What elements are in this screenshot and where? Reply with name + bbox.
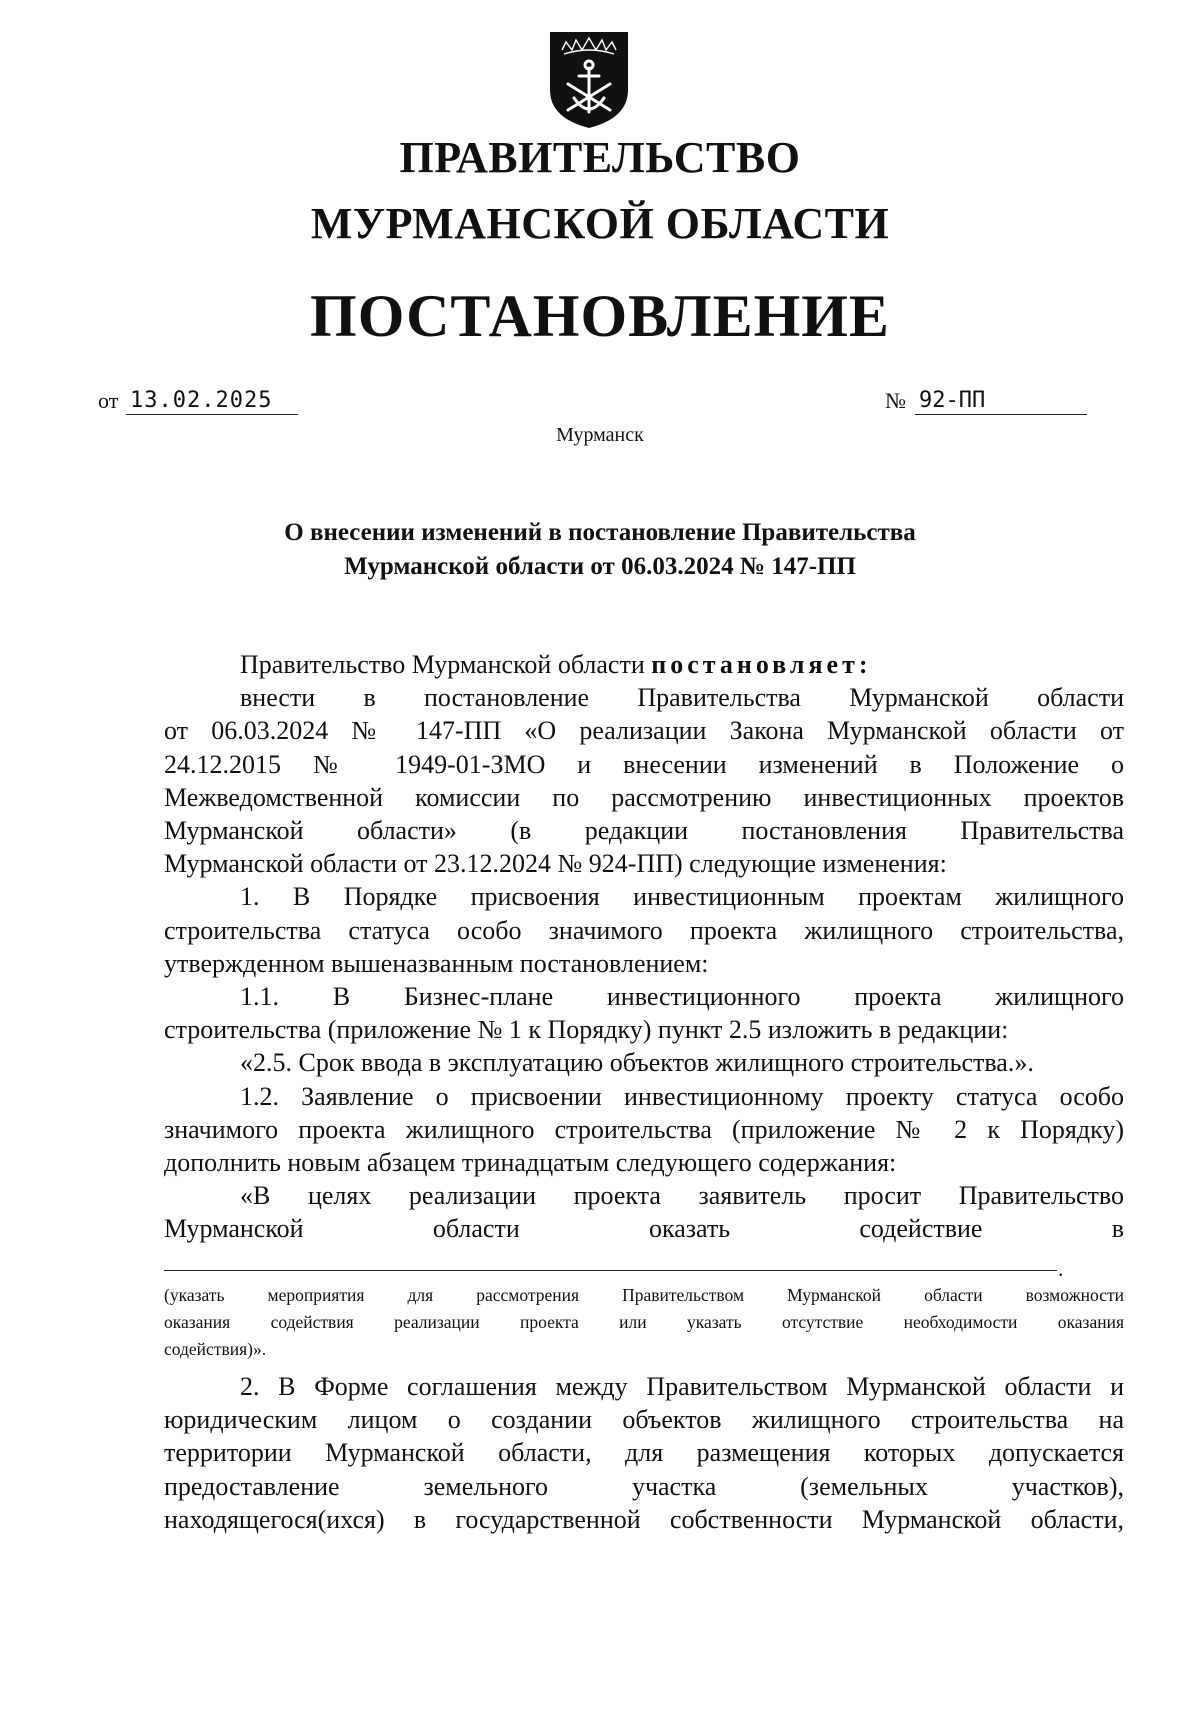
body-line: 24.12.2015 № 1949-01-ЗМО и внесении изменений в Положение о [164, 749, 1124, 779]
body-line: находящегося(ихся) в государственной собственности Мурманской области, [164, 1504, 1124, 1534]
body-line: строительства статуса особо значимого проекта жилищного строительства, [164, 915, 1124, 945]
body-line: территории Мурманской области, для размещения которых допускается [164, 1438, 1124, 1468]
body-line: Мурманской области» (в редакции постановления Правительства [164, 816, 1124, 846]
body-line: внести в постановление Правительства Мурманской области [240, 683, 1124, 713]
note-line: содействия)». [164, 1339, 267, 1359]
organization-name-line2: МУРМАНСКОЙ ОБЛАСТИ [310, 199, 890, 248]
city-name: Мурманск [556, 424, 644, 446]
coat-of-arms-icon [546, 28, 632, 132]
subject-line: Мурманской области от 06.03.2024 № 147-ПП [344, 553, 856, 580]
body-line: строительства (приложение № 1 к Порядку) пункт 2.5 изложить в редакции: [164, 1015, 1009, 1045]
decree-verb: постановляет: [651, 650, 872, 679]
body-line: Мурманской области от 23.12.2024 № 924-ПП) следующие изменения: [164, 849, 947, 879]
body-line: предоставление земельного участка (земельных участков), [164, 1471, 1124, 1501]
body-line: Мурманской области оказать содействие в [164, 1214, 1124, 1244]
note-line: оказания содействия реализации проекта или указать отсутствие необходимости оказания [164, 1312, 1124, 1332]
note-line: (указать мероприятия для рассмотрения Правительством Мурманской области возможности [164, 1285, 1124, 1305]
body-line: 1.1. В Бизнес-плане инвестиционного проекта жилищного [240, 982, 1124, 1012]
body-line [164, 648, 1124, 681]
document-type-title: ПОСТАНОВЛЕНИЕ [310, 283, 890, 349]
document-subject [150, 516, 1050, 584]
document-date: 13.02.2025 [126, 388, 298, 415]
body-line: 1.2. Заявление о присвоении инвестиционному проекту статуса особо [240, 1081, 1124, 1111]
organization-name-line1: ПРАВИТЕЛЬСТВО [399, 133, 801, 182]
body-line: 2. В Форме соглашения между Правительством Мурманской области и [240, 1372, 1124, 1401]
body-line: от 06.03.2024 № 147-ПП «О реализации Закона Мурманской области от [164, 716, 1124, 746]
subject-line: О внесении изменений в постановление Правительства [284, 519, 916, 546]
body-text: Правительство Мурманской области [240, 650, 652, 679]
document-body-section-2 [164, 1370, 1124, 1536]
body-line: дополнить новым абзацем тринадцатым следующего содержания: [164, 1148, 897, 1178]
body-line: «В целях реализации проекта заявитель просит Правительство [240, 1181, 1124, 1211]
body-line: «2.5. Срок ввода в эксплуатацию объектов жилищного строительства.». [240, 1048, 1034, 1078]
number-label: № [885, 388, 906, 413]
body-line: утвержденном вышеназванным постановлением: [164, 948, 709, 978]
body-line: 1. В Порядке присвоения инвестиционным проектам жилищного [240, 882, 1124, 912]
body-line: Межведомственной комиссии по рассмотрению инвестиционных проектов [164, 782, 1124, 812]
document-body [164, 648, 1124, 1246]
body-line: юридическим лицом о создании объектов жилищного строительства на [164, 1405, 1124, 1435]
date-label: от [98, 388, 119, 413]
blank-line-period: . [1058, 1256, 1064, 1281]
footnote-instruction [164, 1282, 1124, 1363]
fill-in-blank-line [164, 1270, 1057, 1271]
body-line: значимого проекта жилищного строительства (приложение № 2 к Порядку) [164, 1114, 1124, 1144]
document-number: 92-ПП [915, 388, 1087, 415]
